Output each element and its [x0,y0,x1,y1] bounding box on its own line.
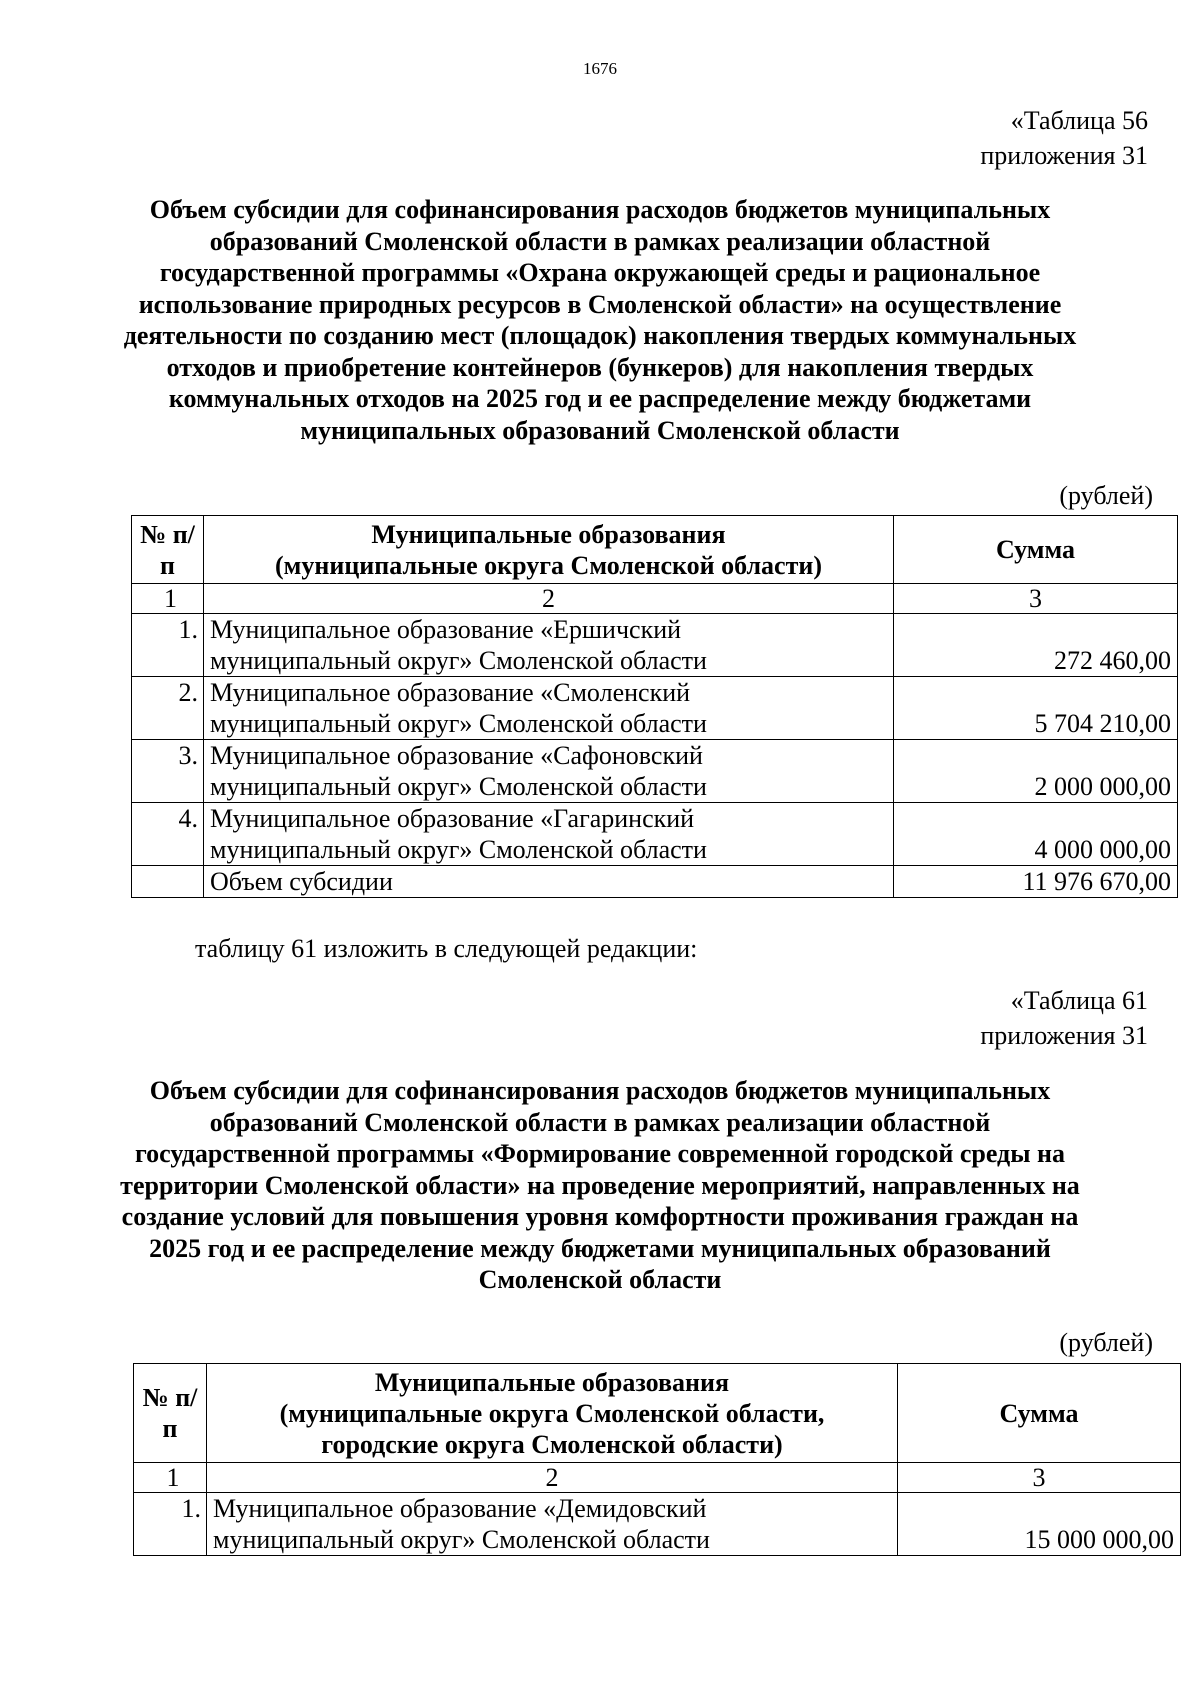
row-name-line1: Муниципальное образование «Демидовский [213,1494,707,1523]
table-61-reference-line2: приложения 31 [980,1021,1148,1050]
table-61-reference-line1: «Таблица 61 [1010,986,1148,1015]
table-61 [133,1363,1181,1556]
row-amount: 4 000 000,00 [894,803,1178,866]
instruction-text: таблицу 61 изложить в следующей редакции: [195,934,698,963]
column-number: 3 [894,584,1178,614]
table-row [132,803,1178,866]
row-amount: 272 460,00 [894,614,1178,677]
row-name-line1: Муниципальное образование «Ершичский [210,615,682,644]
page-number: 1676 [583,59,617,78]
table-header-row [132,516,1178,584]
table-row [132,677,1178,740]
header-name-line1: Муниципальные образования [374,1367,730,1397]
header-name [204,516,894,584]
row-name-line1: Муниципальное образование «Смоленский [210,678,691,707]
header-name-line2: (муниципальные округа Смоленской области, [279,1398,825,1428]
total-number [132,866,204,898]
row-name [204,740,894,803]
row-amount: 5 704 210,00 [894,677,1178,740]
header-name-line1: Муниципальные образования [371,519,726,549]
row-number: 1. [132,614,204,677]
table-header-row [134,1364,1181,1463]
header-name-line3: городские округа Смоленской области) [321,1429,783,1459]
row-number: 1. [134,1493,207,1556]
row-name-line2: муниципальный округ» Смоленской области [213,1525,710,1554]
table-56-title: Объем субсидии для софинансирования расходов бюджетов муниципальных образований Смоленской области в рамках реализации областной государственной программы «Охрана окружающей среды и рациональное использование природных ресурсов в Смоленской области» на осуществление деятельности по созданию мест (площадок) накопления твердых коммунальных отходов и приобретение контейнеров (бункеров) для накопления твердых коммунальных отходов на 2025 год и ее распределение между бюджетами муниципальных образований Смоленской области [123,195,1077,445]
column-number: 2 [207,1463,898,1493]
row-name-line1: Муниципальное образование «Гагаринский [210,804,695,833]
total-row [132,866,1178,898]
table-56-reference-line1: «Таблица 56 [1010,106,1148,135]
column-number: 3 [898,1463,1181,1493]
table-row [132,614,1178,677]
column-number-row [132,584,1178,614]
table-56-reference-line2: приложения 31 [980,141,1148,170]
row-name [207,1493,898,1556]
table-61-unit: (рублей) [1059,1328,1153,1357]
table-row [132,740,1178,803]
row-name-line2: муниципальный округ» Смоленской области [210,835,707,864]
column-number: 1 [134,1463,207,1493]
row-amount: 2 000 000,00 [894,740,1178,803]
table-61-title: Объем субсидии для софинансирования расходов бюджетов муниципальных образований Смоленской области в рамках реализации областной государственной программы «Формирование современной городской среды на территории Смоленской области» на проведение мероприятий, направленных на создание условий для повышения уровня комфортности проживания граждан на 2025 год и ее распределение между бюджетами муниципальных образований Смоленской области [120,1076,1080,1294]
row-name [204,677,894,740]
column-number-row [134,1463,1181,1493]
column-number: 1 [132,584,204,614]
table-61-reference [980,983,1148,1053]
total-label: Объем субсидии [204,866,894,898]
row-name-line2: муниципальный округ» Смоленской области [210,772,707,801]
header-name-line2: (муниципальные округа Смоленской области) [274,550,822,580]
header-sum: Сумма [898,1364,1181,1463]
column-number: 2 [204,584,894,614]
row-number: 3. [132,740,204,803]
header-name [207,1364,898,1463]
header-sum: Сумма [894,516,1178,584]
table-56-reference [980,103,1148,173]
row-number: 2. [132,677,204,740]
row-name [204,803,894,866]
header-num: № п/п [134,1364,207,1463]
row-name-line1: Муниципальное образование «Сафоновский [210,741,703,770]
row-amount: 15 000 000,00 [898,1493,1181,1556]
table-56 [131,515,1178,898]
header-num: № п/п [132,516,204,584]
table-row [134,1493,1181,1556]
total-amount: 11 976 670,00 [894,866,1178,898]
table-56-unit: (рублей) [1059,481,1153,510]
row-name-line2: муниципальный округ» Смоленской области [210,646,707,675]
row-number: 4. [132,803,204,866]
row-name-line2: муниципальный округ» Смоленской области [210,709,707,738]
row-name [204,614,894,677]
